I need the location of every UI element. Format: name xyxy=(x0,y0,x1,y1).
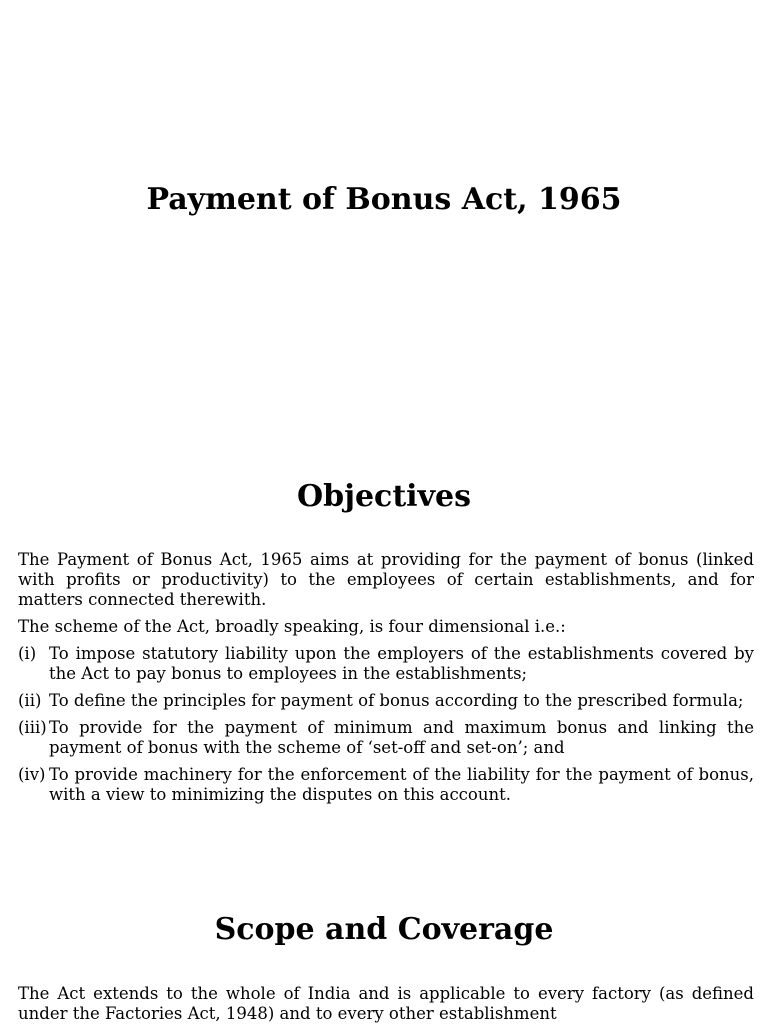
list-item xyxy=(18,765,754,805)
list-text: To define the principles for payment of bonus according to the prescribed formula; xyxy=(49,691,744,710)
list-item xyxy=(18,718,754,758)
scope-heading: Scope and Coverage xyxy=(214,912,554,947)
list-marker: (iv) xyxy=(18,765,46,784)
list-item xyxy=(18,691,754,711)
objectives-section xyxy=(18,550,754,812)
list-text: To provide for the payment of minimum and maximum bonus and linking the payment of bonus with the scheme of ‘set-off and set-on’; and xyxy=(49,718,754,757)
objectives-heading: Objectives xyxy=(297,479,471,514)
objectives-intro: The Payment of Bonus Act, 1965 aims at providing for the payment of bonus (linked with profits or productivity) to the employees of certain establishments, and for matters connected therewith. xyxy=(18,550,754,609)
document-title: Payment of Bonus Act, 1965 xyxy=(146,182,622,217)
scope-section xyxy=(18,984,754,1024)
list-marker: (iii) xyxy=(18,718,47,737)
list-text: To provide machinery for the enforcement of the liability for the payment of bonus, with a view to minimizing the disputes on this account. xyxy=(49,765,754,804)
list-marker: (ii) xyxy=(18,691,42,710)
list-text: To impose statutory liability upon the employers of the establishments covered by the Act to pay bonus to employees in the establishments; xyxy=(49,644,754,683)
list-marker: (i) xyxy=(18,644,37,663)
list-item xyxy=(18,644,754,684)
objectives-scheme: The scheme of the Act, broadly speaking, is four dimensional i.e.: xyxy=(18,617,566,636)
scope-text: The Act extends to the whole of India and is applicable to every factory (as defined under the Factories Act, 1948) and to every other establishment xyxy=(18,984,754,1023)
